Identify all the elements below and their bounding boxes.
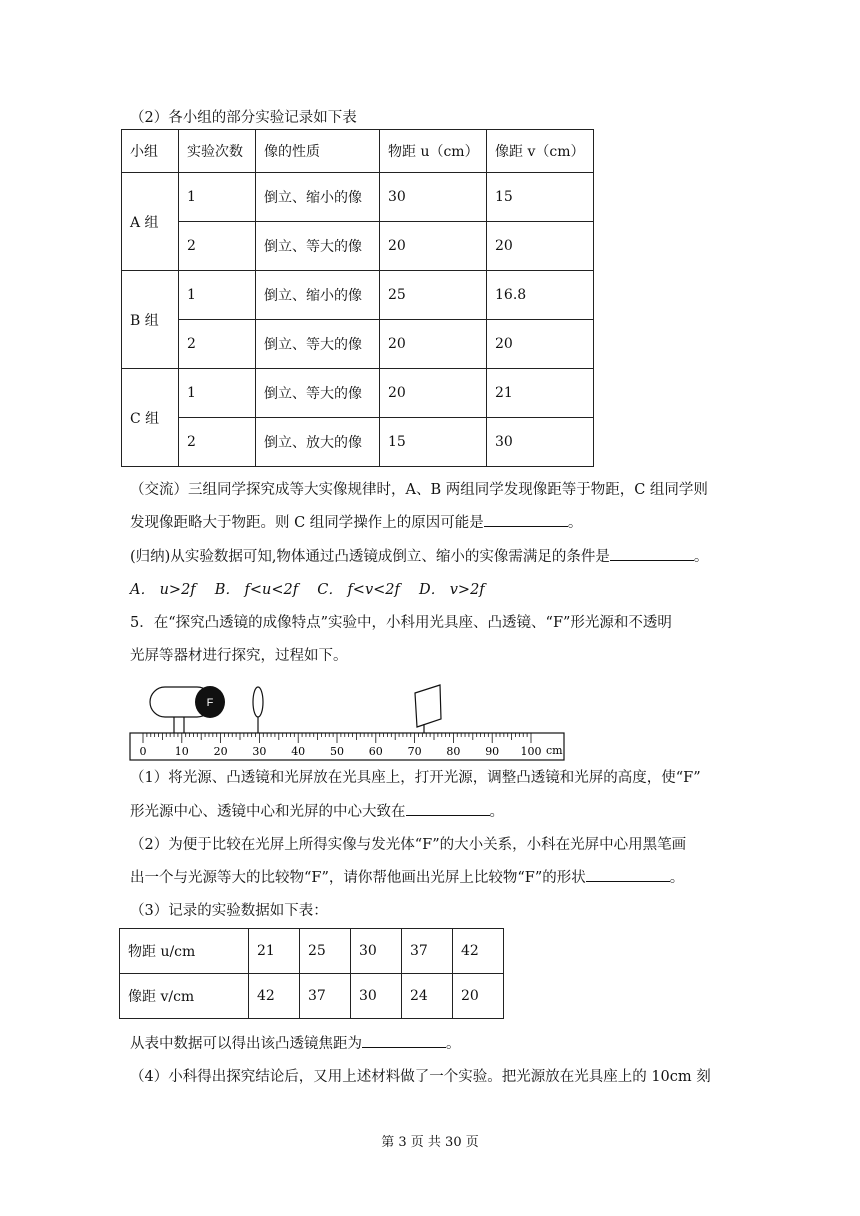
table-row (122, 222, 594, 271)
q5-p1-line-1: （1）将光源、凸透镜和光屏放在光具座上，打开光源，调整凸透镜和光屏的高度，使“F” (130, 770, 701, 786)
ruler-unit: cm (546, 744, 563, 757)
cell: 1 (179, 173, 256, 222)
table-row (122, 271, 594, 320)
table-row (122, 369, 594, 418)
exchange-text: 发现像距略大于物距。则 C 组同学操作上的原因可能是 (130, 515, 484, 531)
end-mark: 。 (669, 870, 685, 886)
cell: 20 (453, 974, 504, 1019)
cell: 20 (487, 320, 594, 369)
ruler-tick-label: 100 (520, 745, 542, 758)
table-row (120, 929, 504, 974)
p3-after-text: 从表中数据可以得出该凸透镜焦距为 (130, 1036, 362, 1052)
cell: 30 (380, 173, 487, 222)
answer-blank[interactable] (586, 869, 670, 882)
cell: 倒立、等大的像 (256, 222, 380, 271)
end-mark: 。 (567, 515, 583, 531)
ruler-tick-label: 40 (291, 745, 306, 758)
cell: 倒立、等大的像 (256, 369, 380, 418)
ruler-tick-label: 20 (213, 745, 228, 758)
ruler-tick-label: 50 (330, 745, 344, 758)
end-mark: 。 (446, 1036, 461, 1052)
cell: 42 (249, 974, 300, 1019)
optical-bench-diagram (128, 683, 568, 763)
cell: 1 (179, 369, 256, 418)
induce-line (130, 545, 708, 566)
p1-text: 形光源中心、透镜中心和光屏的中心大致在 (130, 804, 406, 820)
cell: 37 (300, 974, 351, 1019)
cell: 20 (380, 222, 487, 271)
cell: 37 (402, 929, 453, 974)
cell: 20 (487, 222, 594, 271)
cell: 24 (402, 974, 453, 1019)
end-mark: 。 (489, 804, 504, 820)
header-object-distance: 物距 u（cm） (380, 130, 487, 173)
answer-blank[interactable] (406, 803, 490, 816)
group-c-name: C 组 (122, 369, 179, 467)
cell: 倒立、放大的像 (256, 418, 380, 467)
cell: 20 (380, 369, 487, 418)
table-row (120, 974, 504, 1019)
cell: 25 (300, 929, 351, 974)
q5-p2-line-1: （2）为便于比较在光屏上所得实像与发光体“F”的大小关系，小科在光屏中心用黑笔画 (130, 837, 687, 853)
ruler-tick-label: 10 (174, 745, 189, 758)
ruler-tick-label: 90 (485, 745, 500, 758)
header-trial: 实验次数 (179, 130, 256, 173)
header-image-distance: 像距 v（cm） (487, 130, 594, 173)
cell: 42 (453, 929, 504, 974)
cell: 倒立、等大的像 (256, 320, 380, 369)
q5-p3: （3）记录的实验数据如下表： (130, 903, 328, 919)
answer-blank[interactable] (362, 1035, 446, 1048)
ruler-tick-label: 80 (446, 745, 461, 758)
header-group: 小组 (122, 130, 179, 173)
cell: 2 (179, 222, 256, 271)
header-image-nature: 像的性质 (256, 130, 380, 173)
table-header-row (122, 130, 594, 173)
p2-text: 出一个与光源等大的比较物“F”，请你帮他画出光屏上比较物“F”的形状 (130, 870, 586, 886)
cell: 倒立、缩小的像 (256, 271, 380, 320)
group-b-name: B 组 (122, 271, 179, 369)
q5-p4: （4）小科得出探究结论后，又用上述材料做了一个实验。把光源放在光具座上的 10cm 刻 (130, 1069, 711, 1085)
q5-stem-2: 光屏等器材进行探究，过程如下。 (130, 648, 348, 664)
cell: 16.8 (487, 271, 594, 320)
distance-data-table (119, 928, 504, 1019)
cell: 15 (380, 418, 487, 467)
exchange-line-1: （交流）三组同学探究成等大实像规律时，A、B 两组同学发现像距等于物距，C 组同学则 (130, 482, 708, 498)
ruler-tick-label: 70 (407, 745, 422, 758)
options-line: A． u>2f B． f<u<2f C． f<v<2f D． v>2f (130, 582, 485, 598)
cell: 2 (179, 320, 256, 369)
cell: 25 (380, 271, 487, 320)
light-source (150, 686, 225, 733)
cell: 21 (249, 929, 300, 974)
cell: 30 (351, 974, 402, 1019)
cell: 15 (487, 173, 594, 222)
group-a-name: A 组 (122, 173, 179, 271)
source-letter: F (206, 697, 214, 709)
table-row (122, 418, 594, 467)
table-row (122, 320, 594, 369)
row-u-label: 物距 u/cm (120, 929, 249, 974)
group-records-table (121, 129, 594, 467)
q4-intro: （2）各小组的部分实验记录如下表 (130, 110, 357, 126)
q5-p3-after (130, 1032, 461, 1053)
cell: 21 (487, 369, 594, 418)
cell: 1 (179, 271, 256, 320)
q5-p1-line-2 (130, 800, 504, 821)
answer-blank[interactable] (610, 548, 694, 561)
row-v-label: 像距 v/cm (120, 974, 249, 1019)
cell: 30 (351, 929, 402, 974)
page-footer: 第 3 页 共 30 页 (381, 1135, 479, 1150)
cell: 倒立、缩小的像 (256, 173, 380, 222)
q5-stem-1: 5．在“探究凸透镜的成像特点”实验中，小科用光具座、凸透镜、“F”形光源和不透明 (130, 615, 672, 631)
cell: 2 (179, 418, 256, 467)
cell: 20 (380, 320, 487, 369)
cell: 30 (487, 418, 594, 467)
induce-text: (归纳)从实验数据可知,物体通过凸透镜成倒立、缩小的实像需满足的条件是 (130, 549, 610, 565)
end-mark: 。 (693, 549, 709, 565)
ruler-tick-label: 60 (368, 745, 383, 758)
convex-lens (253, 687, 263, 733)
q5-p2-line-2 (130, 866, 684, 887)
exchange-line-2 (130, 511, 582, 532)
table-row (122, 173, 594, 222)
ruler-tick-label: 0 (139, 745, 147, 758)
light-screen (415, 685, 441, 733)
ruler-tick-label: 30 (252, 745, 267, 758)
answer-blank[interactable] (484, 514, 568, 527)
